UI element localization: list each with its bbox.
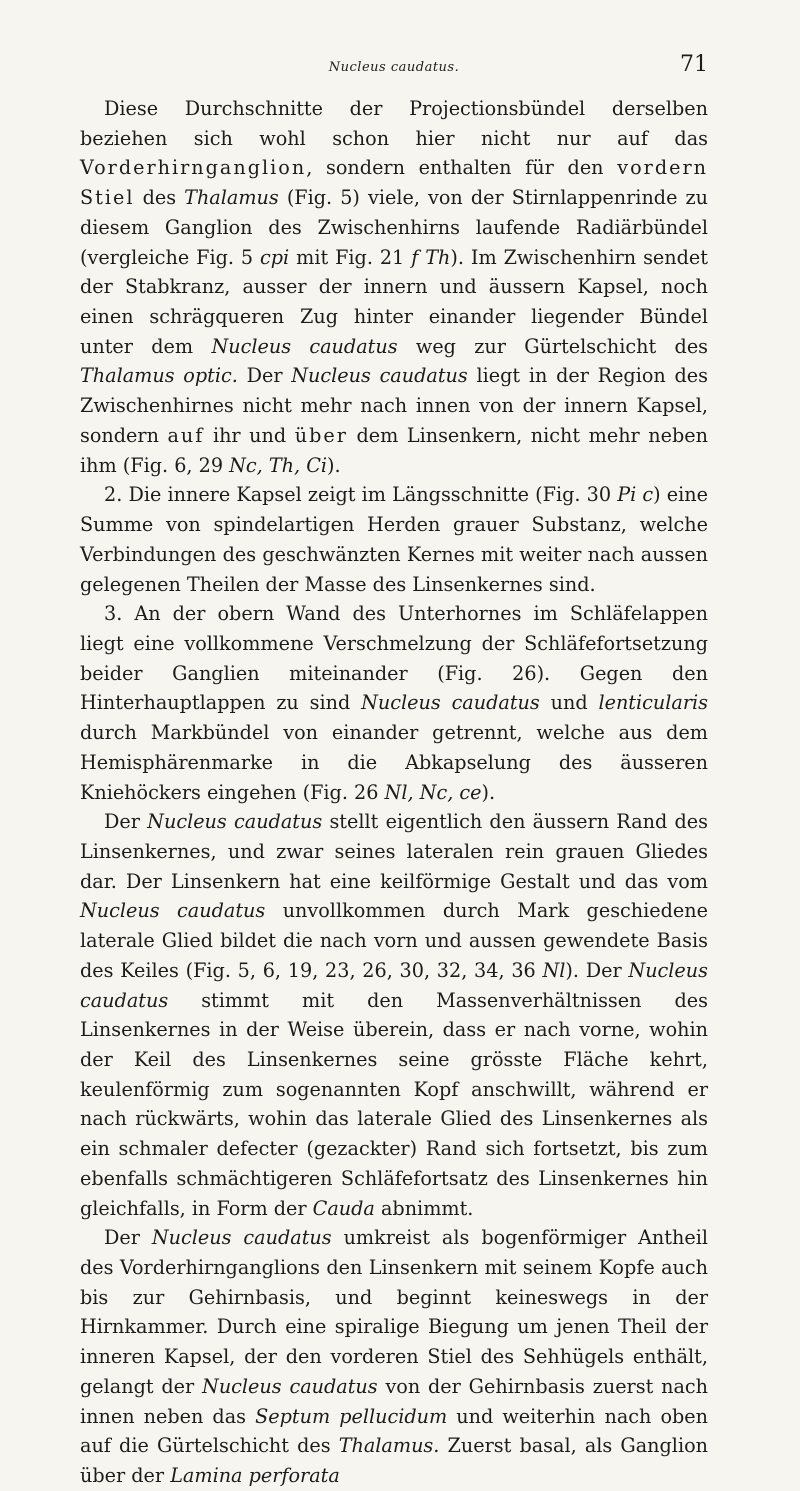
italic-term: Nucleus caudatus xyxy=(211,334,398,358)
text-run: liegt in der Region des Zwischenhirnes nicht mehr nach innen von der innern Kapsel, sondern xyxy=(80,364,708,447)
spaced-term: Vorderhirnganglion xyxy=(80,156,307,180)
text-run: umkreist als bogenförmiger Antheil des Vorderhirnganglions den Linsenkern mit seinem Kopfe auch bis zur Gehirnbasis, und beginnt keineswegs in der Hirnkammer. Durch eine spiralige Biegung um jenen Theil der inneren Kapsel, der den vorderen Stiel des Sehhügels enthält, gelangt der xyxy=(80,1226,708,1398)
text-run: ihr und xyxy=(204,423,295,447)
italic-term: Nucleus caudatus xyxy=(80,958,708,1012)
paragraph-5 xyxy=(80,1223,708,1490)
italic-term: cpi xyxy=(260,245,290,269)
italic-term: f Th xyxy=(411,245,451,269)
text-run: 2. Die innere Kapsel zeigt im Längsschnitte (Fig. 30 xyxy=(104,483,618,507)
spaced-term: auf xyxy=(167,423,205,447)
text-run: durch Markbündel von einander getrennt, welche aus dem Hemisphärenmarke in die Abkapselung des äusseren Kniehöckers eingehen (Fig. 26 xyxy=(80,721,708,804)
text-run: ) eine Summe von spindelartigen Herden grauer Substanz, welche Verbindungen des geschwänzten Kernes mit weiter nach aussen gelegenen Theilen der Masse des Linsenkernes sind. xyxy=(80,483,708,596)
text-run: abnimmt. xyxy=(374,1196,474,1220)
text-run: Zuerst basal, als Ganglion über der xyxy=(80,1434,708,1488)
text-run: mit Fig. 21 xyxy=(289,245,412,269)
page-number: 71 xyxy=(680,52,708,77)
text-run: (Fig. 5) viele, von der Stirnlappenrinde zu diesem Ganglion des Zwischenhirns laufende Radiärbündel (vergleiche Fig. 5 xyxy=(80,186,708,269)
italic-term: Lamina perforata xyxy=(170,1464,340,1488)
text-run: Diese Durchschnitte der Projectionsbündel derselben beziehen sich wohl schon hier nicht nur auf das xyxy=(80,97,708,150)
text-run: Der xyxy=(104,1226,152,1250)
text-run: des xyxy=(134,186,185,210)
spaced-term: über xyxy=(294,423,348,447)
text-run: stimmt mit den Massenverhältnissen des Linsenkernes in der Weise überein, dass er nach vorne, wohin der Keil des Linsenkernes seine grösste Fläche kehrt, keulenförmig zum sogenannten Kopf anschwillt, während er nach rückwärts, wohin das laterale Glied des Linsenkernes als ein schmaler defecter (gezackter) Rand sich fortsetzt, bis zum ebenfalls schmächtigeren Schläfefortsatz des Linsenkernes hin gleichfalls, in Form der xyxy=(80,988,708,1220)
paragraph-3 xyxy=(80,599,708,807)
text-run: und xyxy=(539,691,599,715)
italic-term: Nucleus caudatus xyxy=(361,691,540,715)
italic-term: Thalamus xyxy=(184,186,279,210)
italic-term: Nucleus caudatus xyxy=(291,364,468,388)
text-run: und weiterhin nach oben auf die Gürtelschicht des xyxy=(80,1404,708,1458)
paragraph-2 xyxy=(80,480,708,599)
text-run: ). xyxy=(481,780,496,804)
italic-term: Septum pellucidum xyxy=(255,1404,448,1428)
italic-term: Nucleus caudatus xyxy=(202,1374,378,1398)
italic-term: Nucleus caudatus xyxy=(80,899,266,923)
italic-term: Cauda xyxy=(312,1196,375,1220)
text-run: weg zur Gürtelschicht des xyxy=(397,334,709,358)
text-run: dem Linsenkern, nicht mehr neben ihm (Fig. 6, 29 xyxy=(80,423,708,477)
italic-term: Nucleus caudatus xyxy=(151,1226,332,1250)
page-header xyxy=(80,52,708,82)
italic-term: Nucleus caudatus xyxy=(147,810,323,834)
italic-term: Nl, Nc, ce xyxy=(384,780,482,804)
running-title: Nucleus caudatus. xyxy=(328,60,460,75)
text-run: Der xyxy=(237,364,292,388)
text-run: ). xyxy=(327,453,341,477)
text-run: 3. An der obern Wand des Unterhornes im Schläfelappen liegt eine vollkommene Verschmelzung der Schläfefortsetzung beider Ganglien miteinander (Fig. 26). Gegen den Hinterhauptlappen zu sind xyxy=(80,602,708,715)
paragraph-1 xyxy=(80,94,708,480)
text-run: ). Im Zwischenhirn sendet der Stabkranz, ausser der innern und äussern Kapsel, noch einen schrägqueren Zug hinter einander liegender Bündel unter dem xyxy=(80,245,708,358)
text-run: von der Gehirnbasis zuerst nach innen neben das xyxy=(80,1374,709,1428)
text-run: ). Der xyxy=(565,958,629,982)
text-run: , sondern enthalten für den xyxy=(306,156,618,180)
italic-term: Pi c xyxy=(617,483,654,507)
italic-term: Thalamus optic. xyxy=(80,364,238,388)
spaced-term: vordern Stiel xyxy=(80,156,708,210)
text-run: Der xyxy=(104,810,148,834)
italic-term: Nc, Th, Ci xyxy=(229,453,328,477)
text-run: unvollkommen durch Mark geschiedene laterale Glied bildet die nach vorn und aussen gewendete Basis des Keiles (Fig. 5, 6, 19, 23, 26, 30, 32, 34, 36 xyxy=(80,899,708,982)
text-run: stellt eigentlich den äussern Rand des Linsenkernes, und zwar seines lateralen rein grauen Gliedes dar. Der Linsenkern hat eine keilförmige Gestalt und das vom xyxy=(80,810,709,893)
body-text xyxy=(80,94,708,1491)
paragraph-4 xyxy=(80,807,708,1223)
italic-term: Thalamus. xyxy=(338,1434,440,1458)
italic-term: Nl xyxy=(542,958,566,982)
italic-term: lenticularis xyxy=(598,691,708,715)
